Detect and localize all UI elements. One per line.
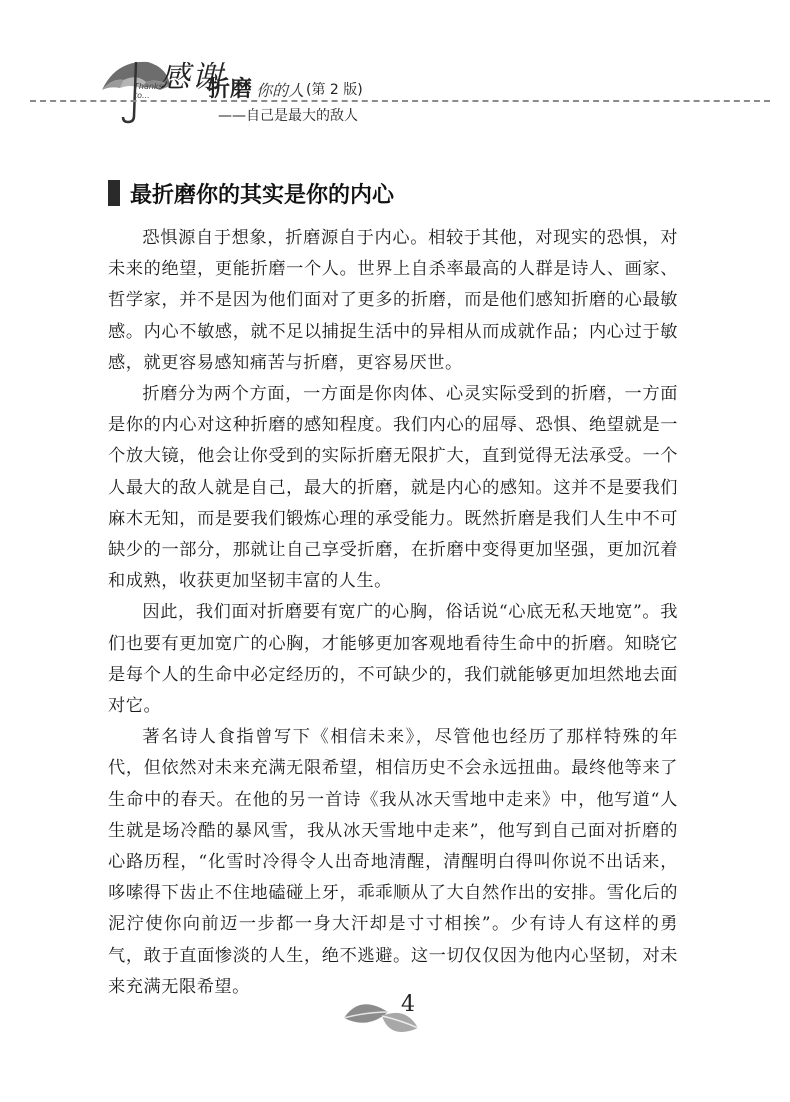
page-number: 4 bbox=[401, 992, 415, 1017]
section-body bbox=[108, 223, 678, 1003]
paragraph: 折磨分为两个方面，一方面是你肉体、心灵实际受到的折磨，一方面是你的内心对这种折磨的感知程度。我们内心的屈辱、恐惧、绝望就是一个放大镜，他会让你受到的实际折磨无限扩大，直到觉得无法承受。一个人最大的敌人就是自己，最大的折磨，就是内心的感知。这并不是要我们麻木无知，而是要我们锻炼心理的承受能力。既然折磨是我们人生中不可缺少的一部分，那就让自己享受折磨，在折磨中变得更加坚强，更加沉着和成熟，收获更加坚韧丰富的人生。 bbox=[108, 384, 678, 592]
paragraph: 因此，我们面对折磨要有宽广的心胸，俗话说“心底无私天地宽”。我们也要有更加宽广的心胸，才能够更加客观地看待生命中的折磨。知晓它是每个人的生命中必定经历的，不可缺少的，我们就能够更加坦然地去面对它。 bbox=[108, 602, 678, 717]
book-subtitle: ——自己是最大的敌人 bbox=[218, 108, 358, 124]
book-title-ganxie: 感谢 bbox=[160, 60, 224, 95]
section-title: 最折磨你的其实是你的内心 bbox=[130, 183, 395, 208]
leaf-icon bbox=[340, 990, 440, 1040]
book-header bbox=[0, 0, 790, 130]
paragraph: 恐惧源自于想象，折磨源自于内心。相较于其他，对现实的恐惧，对未来的绝望，更能折磨一个人。世界上自杀率最高的人群是诗人、画家、哲学家，并不是因为他们面对了更多的折磨，而是他们感知折磨的心最敏感。内心不敏感，就不足以捕捉生活中的异相从而成就作品；内心过于敏感，就更容易感知痛苦与折磨，更容易厌世。 bbox=[108, 228, 678, 373]
book-edition: (第 2 版) bbox=[306, 82, 363, 98]
paragraph: 著名诗人食指曾写下《相信未来》，尽管他也经历了那样特殊的年代，但依然对未来充满无限希望，相信历史不会永远扭曲。最终他等来了生命中的春天。在他的另一首诗《我从冰天雪地中走来》中，他写道“人生就是场冷酷的暴风雪，我从冰天雪地中走来”，他写到自己面对折磨的心路历程，“化雪时冷得令人出奇地清醒，清醒明白得叫你说不出话来，哆嗦得下齿止不住地磕碰上牙，乖乖顺从了大自然作出的安排。雪化后的泥泞使你向前迈一步都一身大汗却是寸寸相挨”。少有诗人有这样的勇气，敢于直面惨淡的人生，绝不逃避。这一切仅仅因为他内心坚韧，对未来充满无限希望。 bbox=[108, 727, 678, 997]
book-title-niderens: 你的人 bbox=[256, 81, 305, 100]
book-title-zhemo: 折磨 bbox=[208, 77, 253, 102]
heading-marker bbox=[108, 180, 120, 206]
header-divider bbox=[30, 100, 770, 102]
page-footer bbox=[340, 990, 440, 1040]
thanks-to-text: Thanks to... bbox=[134, 82, 163, 100]
